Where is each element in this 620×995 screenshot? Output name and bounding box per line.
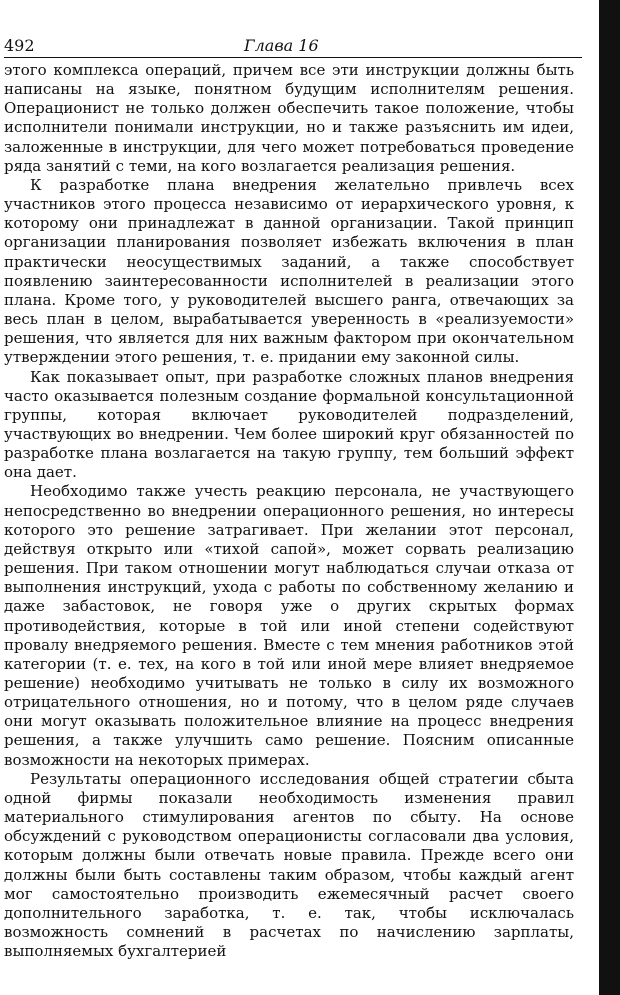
page-number: 492 <box>4 36 35 55</box>
scan-page-edge <box>599 0 620 995</box>
chapter-running-head: Глава 16 <box>244 36 319 55</box>
body-text <box>4 61 574 961</box>
paragraph-continuation: этого комплекса операций, причем все эти инструкции должны быть написаны на языке, понятном будущим исполнителям решения. Операционист не только должен обеспечить такое положение, чтобы исполнители понимали инструкции, но и также разъяснить им идеи, заложенные в инструкции, для чего может потребоваться проведение ряда занятий с теми, на кого возлагается реализация решения. <box>4 61 574 175</box>
page-header <box>4 33 582 58</box>
paragraph-sales-example: Результаты операционного исследования общей стратегии сбыта одной фирмы показали необходимость изменения правил материального стимулирования агентов по сбыту. На основе обсуждений с руководством операционисты согласовали два условия, которым должны были отвечать новые правила. Прежде всего они должны были быть составлены таким образом, чтобы каждый агент мог самостоятельно производить ежемесячный расчет своего дополнительного заработка, т. е. так, чтобы исключалась возможность сомнений в расчетах по начислению зарплаты, выполняемых бухгалтерией <box>4 769 574 961</box>
paragraph-personnel-reaction: Необходимо также учесть реакцию персонала, не участвующего непосредственно во внедрении операционного решения, но интересы которого это решение затрагивает. При желании этот персонал, действуя открыто или «тихой сапой», может сорвать реализацию решения. При таком отношении могут наблюдаться случаи отказа от выполнения инструкций, ухода с работы по собственному желанию и даже забастовок, не говоря уже о других скрытых формах противодействия, которые в той или иной степени содействуют провалу внедряемого решения. Вместе с тем мнения работников этой категории (т. е. тех, на кого в той или иной мере влияет внедряемое решение) необходимо учитывать не только в силу их возможного отрицательного отношения, но и потому, что в целом ряде случаев они могут оказывать положительное влияние на процесс внедрения решения, а также улучшить само решение. Поясним описанные возможности на некоторых примерах. <box>4 482 574 769</box>
paragraph-implementation-plan: К разработке плана внедрения желательно привлечь всех участников этого процесса независимо от иерархического уровня, к которому они принадлежат в данной организации. Такой принцип организации планирования позволяет избежать включения в план практически неосуществимых заданий, а также способствует появлению заинтересованности исполнителей в реализации этого плана. Кроме того, у руководителей высшего ранга, отвечающих за весь план в целом, вырабатывается уверенность в «реализуемости» решения, что является для них важным фактором при окончательном утверждении этого решения, т. е. придании ему законной силы. <box>4 175 574 367</box>
paragraph-consulting-group: Как показывает опыт, при разработке сложных планов внедрения часто оказывается полезным создание формальной консультационной группы, которая включает руководителей подразделений, участвующих во внедрении. Чем более широкий круг обязанностей по разработке плана возлагается на такую группу, тем больший эффект она дает. <box>4 367 574 482</box>
